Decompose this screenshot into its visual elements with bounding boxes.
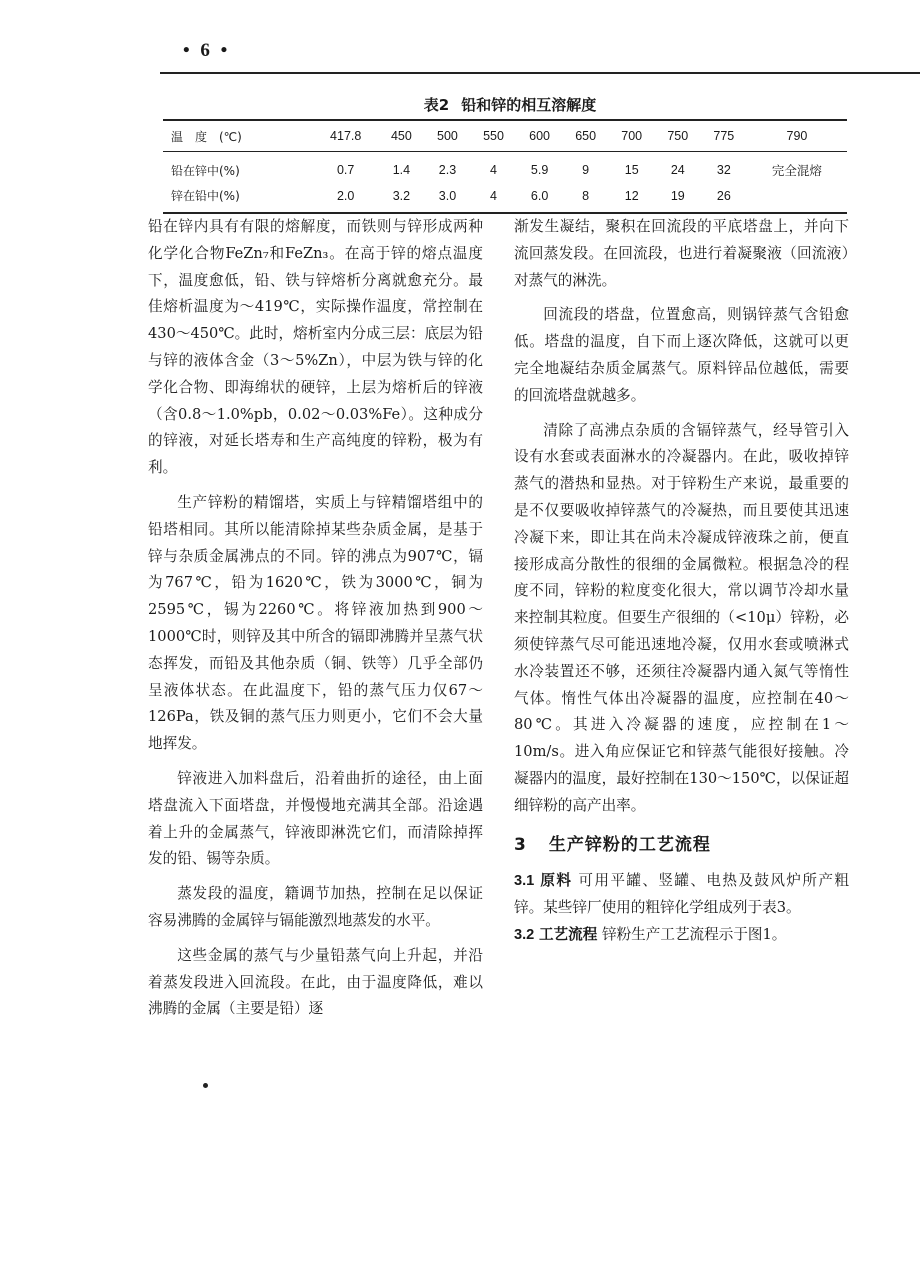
subsection-number: 3.2 — [514, 926, 535, 943]
table-cell: 4 — [490, 163, 497, 177]
solubility-table — [163, 119, 847, 214]
table-cell: 8 — [582, 188, 590, 203]
table-row — [163, 152, 847, 184]
subsection-number: 3.1 — [514, 873, 535, 890]
section-number: 3 — [514, 834, 527, 855]
table-cell: 12 — [624, 188, 639, 203]
table-row — [163, 183, 847, 213]
temp-cell: 500 — [437, 129, 458, 143]
paragraph: 回流段的塔盘，位置愈高，则锅锌蒸气含铅愈低。塔盘的温度，自下而上逐次降低，这就可以更完全地凝结杂质金属蒸气。原料锌品位越低，需要的回流塔盘就越多。 — [514, 306, 849, 404]
paragraph: 这些金属的蒸气与少量铅蒸气向上升起，并沿着蒸发段进入回流段。在此，由于温度降低，难以沸腾的金属（主要是铅）逐 — [148, 946, 483, 1018]
page-number: • 6 • — [183, 40, 231, 61]
table-number: 表2 — [423, 96, 450, 114]
header-label: 温 度 (℃) — [171, 129, 242, 144]
table-cell: 2.0 — [336, 188, 355, 203]
table-title: 铅和锌的相互溶解度 — [461, 96, 597, 114]
table-header-row — [163, 120, 847, 152]
table-caption — [160, 94, 860, 115]
table-cell: 3.2 — [392, 188, 411, 203]
temp-cell: 550 — [483, 129, 504, 143]
temp-cell: 450 — [390, 129, 412, 143]
section-title: 生产锌粉的工艺流程 — [548, 834, 711, 855]
temp-cell: 790 — [786, 129, 808, 143]
row-label: 铅在锌中(%) — [171, 163, 240, 178]
table-cell: 5.9 — [530, 163, 549, 177]
left-column — [148, 214, 483, 1023]
subsection — [514, 868, 849, 922]
subsection-text: 锌粉生产工艺流程示于图1。 — [601, 925, 787, 943]
scan-speck — [203, 1083, 208, 1088]
section-heading — [514, 832, 849, 859]
table-cell: 19 — [670, 188, 685, 203]
subsection-title: 原料 — [540, 872, 573, 890]
table-cell: 32 — [716, 163, 731, 177]
table-cell: 9 — [582, 163, 590, 177]
paragraph: 生产锌粉的精馏塔，实质上与锌精馏塔组中的铅塔相同。其所以能清除掉某些杂质金属，是基于锌与杂质金属沸点的不同。锌的沸点为907℃，镉为767℃，铅为1620℃，铁为3000℃，铜为2595℃，锡为2260℃。将锌液加热到900～1000℃时，则锌及其中所含的镉即沸腾并呈蒸气状态挥发，而铅及其他杂质（铜、铁等）几乎全部仍呈液体状态。在此温度下，铅的蒸气压力仅67～126Pa，铁及铜的蒸气压力则更小，它们不会大量地挥发。 — [148, 493, 483, 753]
paragraph: 渐发生凝结，聚积在回流段的平底塔盘上，并向下流回蒸发段。在回流段，也进行着凝聚液（回流液）对蒸气的淋洗。 — [514, 218, 849, 289]
subsection-text: 可用平罐、竖罐、电热及鼓风炉所产粗锌。某些锌厂使用的粗锌化学组成列于表3。 — [514, 872, 849, 917]
temp-cell: 775 — [713, 129, 735, 143]
table-cell: 0.7 — [336, 163, 355, 177]
table-cell: 24 — [670, 163, 685, 177]
subsection — [514, 922, 849, 949]
temp-cell: 417.8 — [330, 129, 362, 143]
temp-cell: 600 — [529, 129, 551, 143]
temp-cell: 750 — [667, 129, 689, 143]
paragraph: 清除了高沸点杂质的含镉锌蒸气，经导管引入设有水套或表面淋水的冷凝器内。在此，吸收掉锌蒸气的潜热和显热。对于锌粉生产来说，最重要的是不仅要吸收掉锌蒸气的冷凝热，而且要使其迅速冷凝下来，即让其在尚未冷凝成锌液珠之前，便直接形成高分散性的很细的金属微粒。根据急冷的程度不同，锌粉的粒度变化很大，常以调节冷却水量来控制其粒度。但要生产很细的（<10μ）锌粉，必须使锌蒸气尽可能迅速地冷凝，仅用水套或喷淋式水冷装置还不够，还须往冷凝器内通入氮气等惰性气体。惰性气体出冷凝器的温度，应控制在40～80℃。其进入冷凝器的速度，应控制在1～10m/s。进入角应保证它和锌蒸气能很好接触。冷凝器内的温度，最好控制在130～150℃，以保证超细锌粉的高产出率。 — [514, 421, 849, 814]
table-cell: 15 — [624, 163, 639, 177]
table-cell: 2.3 — [438, 163, 457, 177]
table-cell: 1.4 — [392, 163, 411, 177]
subsection-title: 工艺流程 — [538, 925, 598, 943]
right-column — [514, 214, 849, 949]
header-rule — [160, 72, 920, 74]
temp-cell: 700 — [621, 129, 643, 143]
table-cell: 4 — [490, 188, 497, 203]
table-cell: 26 — [716, 188, 731, 203]
row-label: 锌在铅中(%) — [171, 189, 240, 203]
paragraph: 蒸发段的温度，籍调节加热，控制在足以保证容易沸腾的金属锌与镉能激烈地蒸发的水平。 — [148, 885, 483, 929]
table-cell — [747, 183, 847, 213]
paragraph: 锌液进入加料盘后，沿着曲折的途径，由上面塔盘流入下面塔盘，并慢慢地充满其全部。沿途遇着上升的金属蒸气，锌液即淋洗它们，而清除掉挥发的铅、锡等杂质。 — [148, 769, 483, 868]
paragraph: 铅在锌内具有有限的熔解度，而铁则与锌形成两种化学化合物FeZn₇和FeZn₃。在高于锌的熔点温度下，温度愈低，铅、铁与锌熔析分离就愈充分。最佳熔析温度为～419℃，实际操作温度，常控制在430～450℃。此时，熔析室内分成三层：底层为铅与锌的液体含金（3～5%Zn），中层为铁与锌的化学化合物、即海绵状的硬锌，上层为熔析后的锌液（含0.8～1.0%pb，0.02～0.03%Fe）。这种成分的锌液，对延长塔寿和生产高纯度的锌粉，极为有利。 — [148, 218, 483, 477]
temp-cell: 650 — [575, 129, 597, 143]
table-cell: 3.0 — [438, 188, 457, 203]
table-cell: 完全混熔 — [771, 164, 822, 178]
table-cell: 6.0 — [530, 188, 549, 203]
